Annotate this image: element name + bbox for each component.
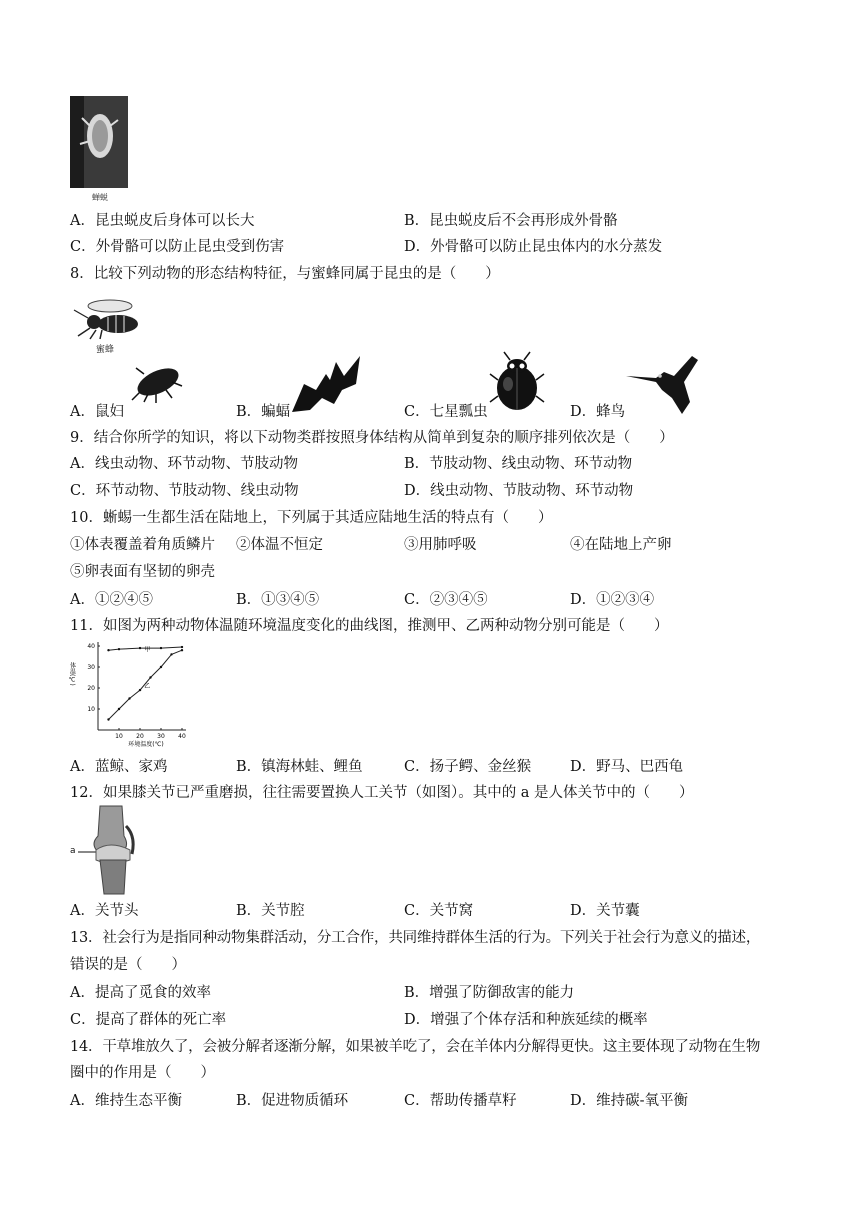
q8-option-b: B．蝙蝠: [236, 404, 291, 420]
y-tick-label: 30: [87, 664, 95, 671]
y-axis-label: 体温(℃): [68, 662, 76, 686]
cicada-molt-image: [70, 96, 128, 204]
q14-option-a: A．维持生态平衡: [70, 1093, 182, 1109]
q11-stem: 11．如图为两种动物体温随环境温度变化的曲线图，推测甲、乙两种动物分别可能是（ ）: [70, 618, 669, 634]
q9-option-a: A．线虫动物、环节动物、节肢动物: [70, 456, 298, 472]
q9-option-d: D．线虫动物、节肢动物、环节动物: [404, 483, 634, 499]
q10-statement-5: ⑤卵表面有坚韧的卵壳: [70, 564, 215, 580]
x-tick-label: 30: [157, 733, 165, 740]
data-point: [118, 708, 120, 710]
bat-image: [290, 354, 366, 416]
q10-stem: 10．蜥蜴一生都生活在陆地上，下列属于其适应陆地生活的特点有（ ）: [70, 510, 553, 526]
q11-option-a: A．蓝鲸、家鸡: [70, 759, 168, 775]
q7-option-d: D．外骨骼可以防止昆虫体内的水分蒸发: [404, 239, 663, 255]
q8-stem: 8．比较下列动物的形态结构特征，与蜜蜂同属于昆虫的是（ ）: [70, 266, 500, 282]
x-axis-label: 环境温度(℃): [128, 741, 164, 748]
q14-stem-line2: 圈中的作用是（ ）: [70, 1065, 215, 1081]
q13-stem-line1: 13．社会行为是指同种动物集群活动，分工合作，共同维持群体生活的行为。下列关于社会行为意义的描述，: [70, 930, 761, 946]
q10-statement-4: ④在陆地上产卵: [570, 537, 672, 553]
q9-stem: 9．结合你所学的知识，将以下动物类群按照身体结构从简单到复杂的顺序排列依次是（ ）: [70, 430, 674, 446]
data-point: [181, 649, 183, 651]
data-point: [107, 649, 109, 651]
y-tick-label: 20: [87, 685, 95, 692]
y-tick-label: 10: [87, 706, 95, 713]
q14-option-c: C．帮助传播草籽: [404, 1093, 517, 1109]
q10-option-c: C．②③④⑤: [404, 592, 488, 608]
woodlouse-image: [126, 362, 190, 404]
data-point: [181, 646, 183, 648]
q7-option-b: B．昆虫蜕皮后不会再形成外骨骼: [404, 213, 618, 229]
q11-option-d: D．野马、巴西龟: [570, 759, 684, 775]
x-tick-label: 20: [136, 733, 144, 740]
q14-option-b: B．促进物质循环: [236, 1093, 349, 1109]
q10-statement-2: ②体温不恒定: [236, 537, 323, 553]
q14-option-d: D．维持碳-氧平衡: [570, 1093, 689, 1109]
q11-option-b: B．镇海林蛙、鲤鱼: [236, 759, 363, 775]
data-point: [149, 676, 151, 678]
knee-joint-image: [70, 806, 150, 896]
data-point: [170, 653, 172, 655]
cicada-molt-figure: [70, 96, 128, 204]
q7-option-c: C．外骨骼可以防止昆虫受到伤害: [70, 239, 285, 255]
body-temp-chart: [70, 642, 194, 752]
series-label-yi: 乙: [144, 683, 151, 690]
q12-stem: 12．如果膝关节已严重磨损，往往需要置换人工关节（如图）。其中的 a 是人体关节中的（ ）: [70, 785, 694, 801]
q9-option-b: B．节肢动物、线虫动物、环节动物: [404, 456, 633, 472]
q11-option-c: C．扬子鳄、金丝猴: [404, 759, 532, 775]
q13-option-b: B．增强了防御敌害的能力: [404, 985, 575, 1001]
data-point: [128, 697, 130, 699]
q10-option-a: A．①②④⑤: [70, 592, 153, 608]
q8-option-a: A．鼠妇: [70, 404, 124, 420]
data-point: [107, 718, 109, 720]
q13-option-c: C．提高了群体的死亡率: [70, 1012, 227, 1028]
q13-stem-line2: 错误的是（ ）: [70, 957, 186, 973]
q12-option-d: D．关节囊: [570, 903, 640, 919]
y-tick-label: 40: [87, 643, 95, 650]
q8-option-d: D．蜂鸟: [570, 404, 626, 420]
q10-statement-3: ③用肺呼吸: [404, 537, 477, 553]
series-label-jia: 甲: [144, 646, 151, 654]
q7-option-a: A．昆虫蜕皮后身体可以长大: [70, 213, 255, 229]
ladybug-image: [488, 352, 546, 414]
q10-statement-1: ①体表覆盖着角质鳞片: [70, 537, 215, 553]
q12-option-b: B．关节腔: [236, 903, 305, 919]
q13-option-d: D．增强了个体存活和种族延续的概率: [404, 1012, 648, 1028]
x-tick-label: 40: [178, 733, 186, 740]
q12-option-a: A．关节头: [70, 903, 139, 919]
data-point: [139, 647, 141, 649]
data-point: [118, 648, 120, 650]
data-point: [139, 689, 141, 691]
bee-image: [70, 290, 146, 340]
q10-option-b: B．①③④⑤: [236, 592, 320, 608]
knee-joint-figure: [70, 806, 150, 896]
hummingbird-image: [626, 354, 706, 416]
q8-option-c: C．七星瓢虫: [404, 404, 488, 420]
q12-option-c: C．关节窝: [404, 903, 474, 919]
knee-label-a: a: [70, 846, 76, 856]
q10-option-d: D．①②③④: [570, 592, 655, 608]
bee-caption: 蜜蜂: [96, 345, 115, 355]
data-point: [160, 666, 162, 668]
data-point: [160, 647, 162, 649]
cicada-caption: 蝉蜕: [92, 193, 108, 202]
x-tick-label: 10: [115, 733, 123, 740]
q9-option-c: C．环节动物、节肢动物、线虫动物: [70, 483, 299, 499]
bee-figure: [70, 290, 146, 358]
q14-stem-line1: 14．干草堆放久了，会被分解者逐渐分解，如果被羊吃了，会在羊体内分解得更快。这主要体现了动物在生物: [70, 1039, 761, 1055]
q13-option-a: A．提高了觅食的效率: [70, 985, 211, 1001]
